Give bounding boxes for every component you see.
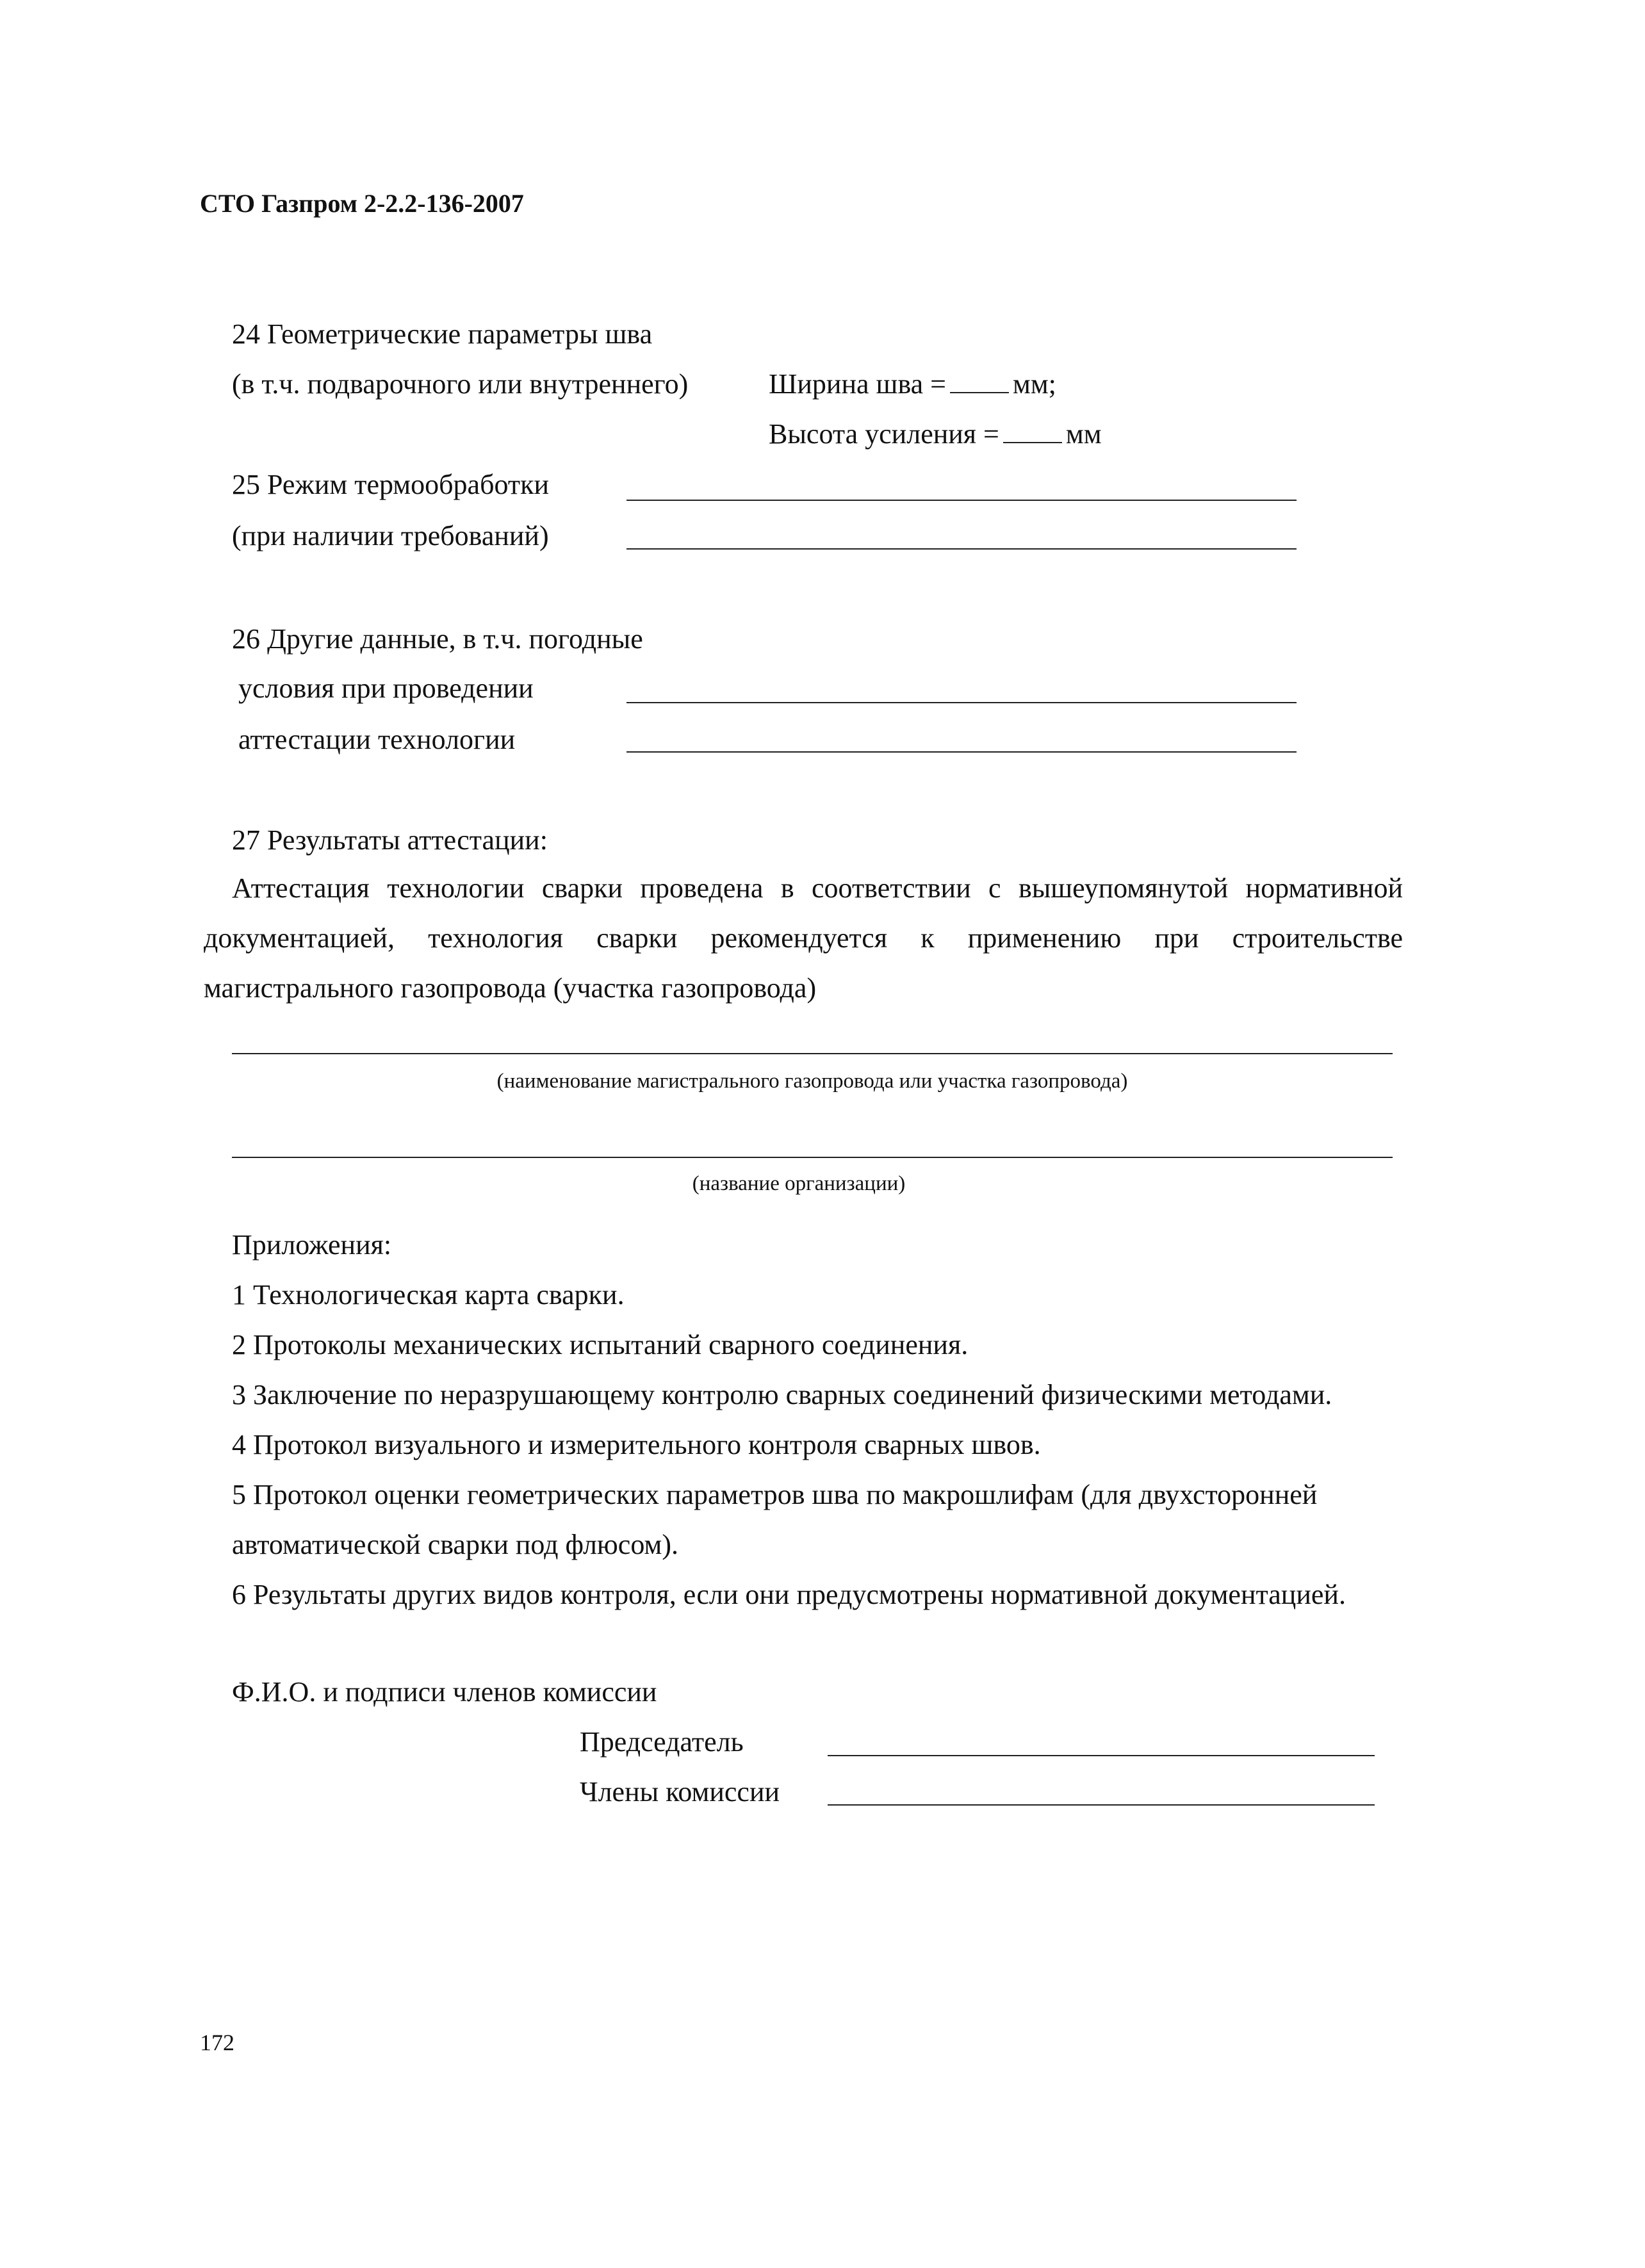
members-label: Члены комиссии [580, 1776, 780, 1807]
other-data-line-1[interactable] [626, 702, 1297, 703]
item26-line1: 26 Другие данные, в т.ч. погодные [232, 623, 643, 655]
pipeline-name-line[interactable] [232, 1053, 1393, 1054]
commission-title: Ф.И.О. и подписи членов комиссии [232, 1676, 657, 1708]
seam-width-unit: мм; [1012, 368, 1056, 400]
appendix-item: 1 Технологическая карта сварки. [232, 1279, 625, 1310]
heat-treatment-line-1[interactable] [626, 500, 1297, 501]
document-code: СТО Газпром 2-2.2-136-2007 [200, 189, 524, 218]
chairman-signature-line[interactable] [828, 1755, 1375, 1756]
pipeline-name-caption: (наименование магистрального газопровода или участка газопровода) [496, 1070, 1128, 1093]
reinforcement-height-field[interactable] [1003, 420, 1062, 443]
members-signature-line[interactable] [828, 1804, 1375, 1806]
seam-width-label: Ширина шва = [769, 368, 946, 400]
item27-title: 27 Результаты аттестации: [232, 824, 548, 856]
appendices-title: Приложения: [232, 1229, 392, 1260]
appendix-item: 3 Заключение по неразрушающему контролю сварных соединений физическими методами. [232, 1379, 1332, 1410]
reinforcement-height-label: Высота усиления = [769, 418, 999, 450]
item25-title: 25 Режим термообработки [232, 469, 550, 500]
seam-width-field[interactable] [950, 370, 1009, 393]
heat-treatment-line-2[interactable] [626, 548, 1297, 550]
reinforcement-height-unit: мм [1065, 418, 1102, 450]
appendix-item: 2 Протоколы механических испытаний сварного соединения. [232, 1329, 969, 1360]
appendix-item: 4 Протокол визуального и измерительного контроля сварных швов. [232, 1429, 1041, 1460]
appendix-item: 5 Протокол оценки геометрических параметров шва по макрошлифам (для двухсторонней [232, 1479, 1318, 1510]
page-number: 172 [200, 2030, 234, 2055]
item24-title: 24 Геометрические параметры шва [232, 318, 653, 350]
organization-name-caption: (название организации) [692, 1172, 906, 1195]
item25-subtitle: (при наличии требований) [232, 520, 549, 551]
organization-name-line[interactable] [232, 1157, 1393, 1158]
appendix-item: автоматической сварки под флюсом). [232, 1529, 678, 1560]
chairman-label: Председатель [580, 1726, 744, 1758]
item24-subtitle: (в т.ч. подварочного или внутреннего) [232, 368, 689, 400]
appendix-item: 6 Результаты других видов контроля, если они предусмотрены нормативной документацией. [232, 1579, 1346, 1610]
item26-line2: условия при проведении [238, 673, 534, 704]
other-data-line-2[interactable] [626, 751, 1297, 753]
item26-line3: аттестации технологии [238, 724, 516, 755]
reinforcement-height-row [769, 420, 1102, 448]
seam-width-row [769, 370, 1056, 398]
attestation-paragraph: Аттестация технологии сварки проведена в соответствии с вышеупомянутой нормативной документацией, технология сварки рекомендуется к применению при строительстве магистрального газопровода (участка газопровода) [204, 872, 1403, 1004]
